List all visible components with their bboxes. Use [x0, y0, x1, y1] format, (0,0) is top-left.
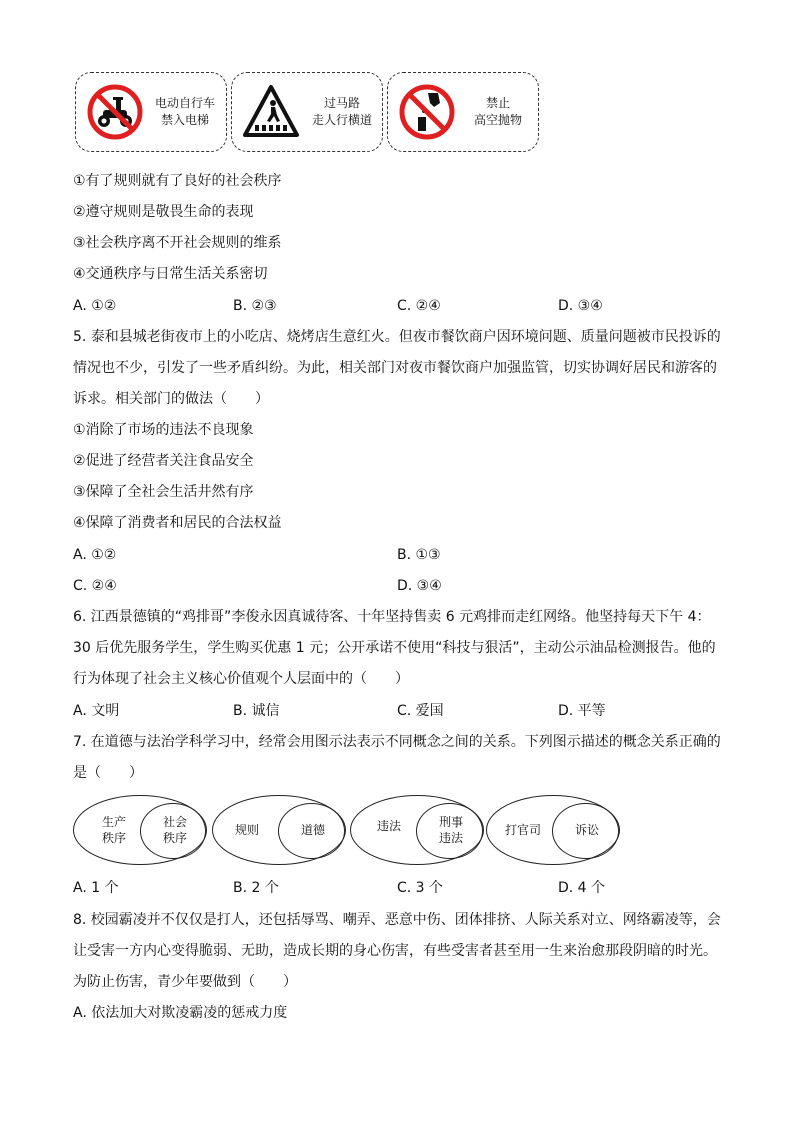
- sign-caption: [148, 95, 222, 129]
- venn-outer-label: 生产 秩序: [101, 815, 126, 845]
- question-text: 让受害一方内心变得脆弱、无助，造成长期的身心伤害，有些受害者甚至用一生来治愈那段阴暗的时光。: [73, 943, 717, 959]
- option-d[interactable]: D. 4 个: [558, 880, 606, 896]
- caption-line: 过马路: [323, 96, 360, 110]
- venn-inner-label: 道德: [300, 823, 325, 837]
- caption-line: 走人行横道: [311, 113, 372, 127]
- question-text: 行为体现了社会主义核心价值观个人层面中的（ ）: [73, 671, 409, 687]
- sign-crosswalk: [231, 72, 383, 152]
- question-text: 5. 泰和县城老街夜市上的小吃店、烧烤店生意红火。但夜市餐饮商户因环境问题、质量问题被市民投诉的: [73, 329, 721, 345]
- venn-inner-label: 诉讼: [574, 823, 599, 837]
- sign-no-throwing: [387, 72, 539, 152]
- statement: ①有了规则就有了良好的社会秩序: [73, 173, 282, 189]
- question-text: 8. 校园霸凌并不仅仅是打人，还包括辱骂、嘲弄、恶意中伤、团体排挤、人际关系对立、网络霸凌等，会: [73, 912, 721, 928]
- option-a[interactable]: A. ①②: [73, 547, 117, 563]
- question-text: 为防止伤害，青少年要做到（ ）: [73, 974, 297, 990]
- venn-inner-label: 刑事 违法: [438, 815, 463, 845]
- question-text: 是（ ）: [73, 765, 143, 781]
- question-text: 6. 江西景德镇的“鸡排哥”李俊永因真诚待客、十年坚持售卖 6 元鸡排而走红网络。他坚持每天下午 4：: [73, 609, 711, 625]
- statement: ③社会秩序离不开社会规则的维系: [73, 235, 282, 251]
- venn-inner-label: 社会 秩序: [162, 815, 187, 845]
- no-ebike-icon: [86, 83, 144, 141]
- option-c[interactable]: C. 爱国: [397, 703, 444, 719]
- venn-outer-label: 打官司: [504, 823, 541, 837]
- statement: ④交通秩序与日常生活关系密切: [73, 266, 268, 282]
- option-d[interactable]: D. ③④: [397, 578, 442, 594]
- statement: ②促进了经营者关注食品安全: [73, 453, 254, 469]
- option-d[interactable]: D. ③④: [558, 298, 603, 314]
- caption-line: 禁止: [485, 96, 510, 110]
- sign-caption: [304, 95, 380, 129]
- option-c[interactable]: C. ②④: [73, 578, 117, 594]
- caption-line: 电动自行车: [154, 96, 215, 110]
- option-a[interactable]: A. ①②: [73, 298, 117, 314]
- question-text: 7. 在道德与法治学科学习中，经常会用图示法表示不同概念之间的关系。下列图示描述的概念关系正确的: [73, 734, 721, 750]
- venn-outer-label: 违法: [376, 819, 401, 833]
- question-text: 30 后优先服务学生，学生购买优惠 1 元；公开承诺不使用“科技与狠活”，主动公示油品检测报告。他的: [73, 640, 716, 656]
- option-a[interactable]: A. 1 个: [73, 880, 119, 896]
- venn-outer-label: 规则: [234, 823, 259, 837]
- option-b[interactable]: B. ②③: [233, 298, 277, 314]
- option-b[interactable]: B. ①③: [397, 547, 441, 563]
- statement: ④保障了消费者和居民的合法权益: [73, 515, 282, 531]
- option-a[interactable]: A. 依法加大对欺凌霸凌的惩戒力度: [73, 1005, 288, 1021]
- sign-no-ebike-elevator: [75, 72, 227, 152]
- caption-line: 高空抛物: [473, 113, 522, 127]
- sign-caption: [460, 95, 536, 129]
- statement: ①消除了市场的违法不良现象: [73, 422, 254, 438]
- question-text: 情况也不少，引发了一些矛盾纠纷。为此，相关部门对夜市餐饮商户加强监管，切实协调好居民和游客的: [73, 360, 717, 376]
- caption-line: 禁入电梯: [160, 113, 209, 127]
- option-a[interactable]: A. 文明: [73, 703, 120, 719]
- option-b[interactable]: B. 诚信: [233, 703, 280, 719]
- crosswalk-icon: [242, 83, 300, 141]
- option-c[interactable]: C. ②④: [397, 298, 441, 314]
- option-d[interactable]: D. 平等: [558, 703, 606, 719]
- no-throwing-icon: [398, 83, 456, 141]
- option-c[interactable]: C. 3 个: [397, 880, 444, 896]
- statement: ②遵守规则是敬畏生命的表现: [73, 204, 254, 220]
- option-b[interactable]: B. 2 个: [233, 880, 279, 896]
- question-text: 诉求。相关部门的做法（ ）: [73, 391, 269, 407]
- statement: ③保障了全社会生活井然有序: [73, 484, 254, 500]
